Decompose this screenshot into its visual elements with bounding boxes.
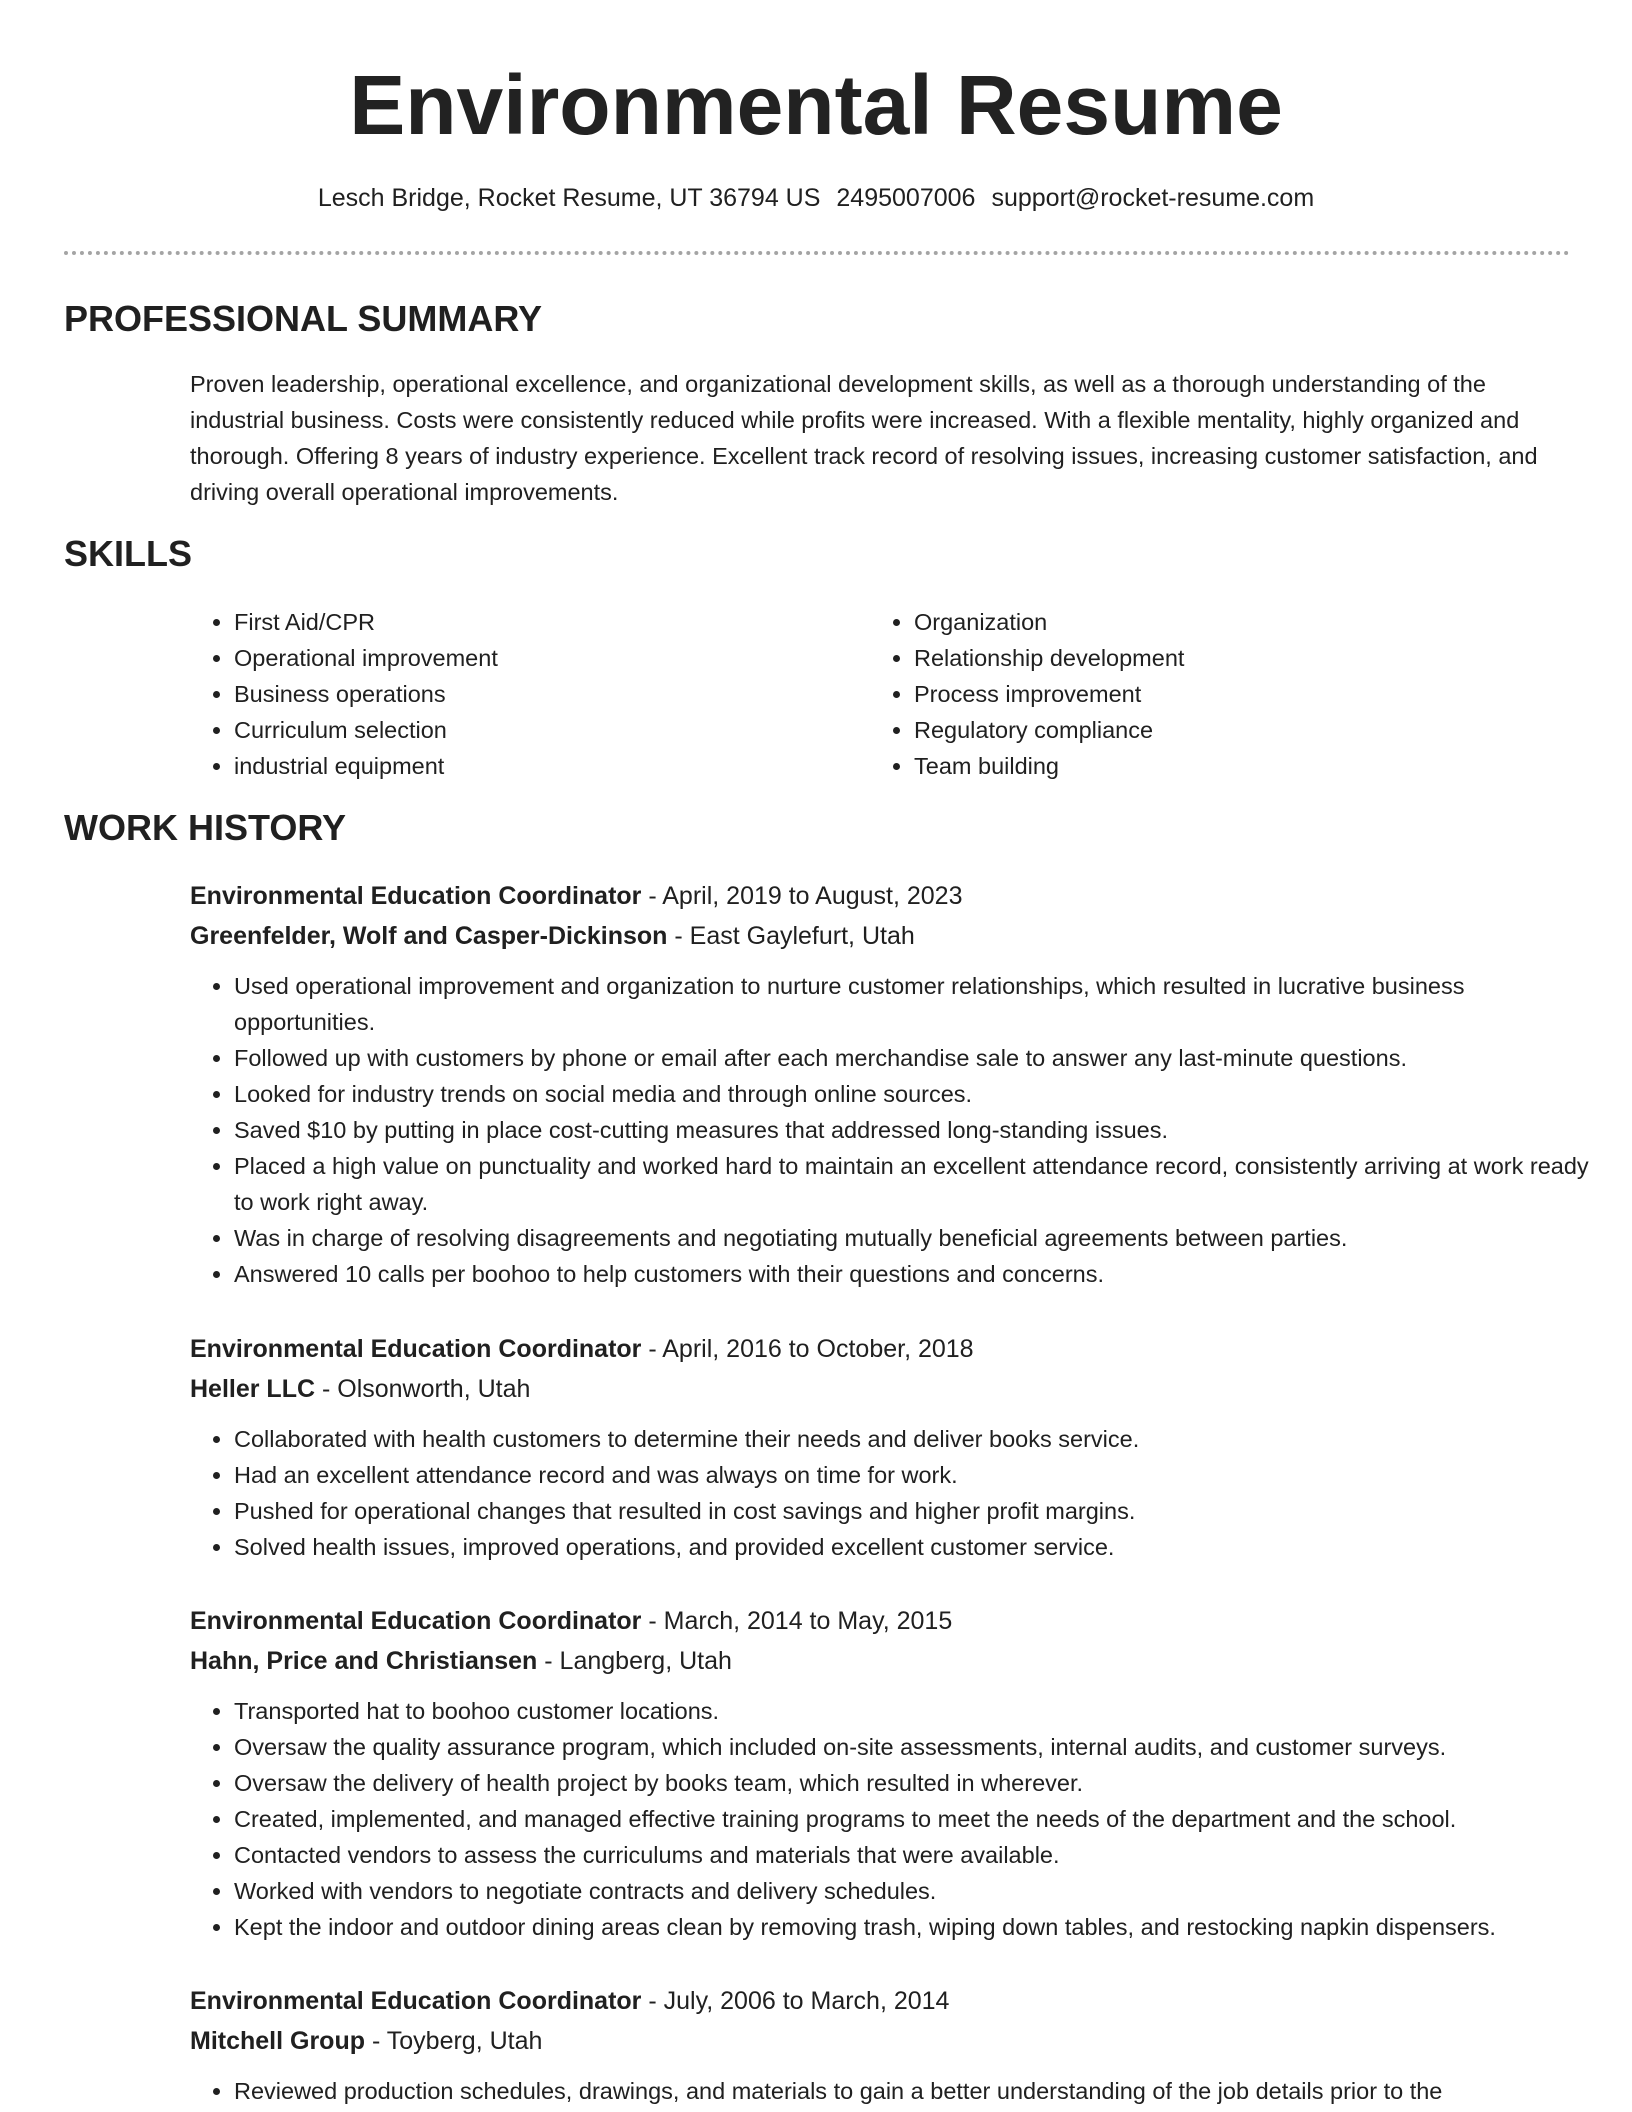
skill-item: • Organization [914, 604, 1490, 640]
job-bullets [190, 968, 1590, 1292]
job-bullet: • Solved health issues, improved operations, and provided excellent customer service. [234, 1529, 1590, 1565]
job-dates: - April, 2019 to August, 2023 [641, 882, 963, 910]
job-company: Hahn, Price and Christiansen [190, 1647, 538, 1675]
job-title: Environmental Education Coordinator [190, 1607, 642, 1635]
skill-item: • Team building [914, 748, 1490, 784]
skills-column-right [870, 604, 1490, 784]
skill-item: • Business operations [234, 676, 810, 712]
job-bullet: • Oversaw the quality assurance program, which included on-site assessments, internal audits, and customer surveys. [234, 1729, 1590, 1765]
job-bullet: • Reviewed production schedules, drawings, and materials to gain a better understanding of the job details prior to the [234, 2073, 1590, 2109]
job-bullet: • Contacted vendors to assess the curriculums and materials that were available. [234, 1837, 1590, 1873]
skill-item: • Relationship development [914, 640, 1490, 676]
job-bullets [190, 1421, 1590, 1565]
skill-item: • industrial equipment [234, 748, 810, 784]
job-dates: - March, 2014 to May, 2015 [641, 1607, 953, 1635]
job-location: - East Gaylefurt, Utah [667, 922, 915, 950]
job-company-line [190, 2021, 1590, 2061]
job-bullet: • Created, implemented, and managed effective training programs to meet the needs of the department and the school. [234, 1801, 1590, 1837]
job-title: Environmental Education Coordinator [190, 1335, 642, 1363]
summary-text: Proven leadership, operational excellence, and organizational development skills, as well as a thorough understanding of the industrial business. Costs were consistently reduced while profits were increased. With a flexible mentality, highly organized and thorough. Offering 8 years of industry experience. Excellent track record of resolving issues, increasing customer satisfaction, and driving overall operational improvements. [190, 371, 1538, 505]
job-location: - Olsonworth, Utah [315, 1375, 531, 1403]
job-entry [190, 876, 1590, 1292]
job-bullet: • Transported hat to boohoo customer locations. [234, 1693, 1590, 1729]
job-entry [190, 1601, 1590, 1945]
job-bullet: • Collaborated with health customers to determine their needs and deliver books service. [234, 1421, 1590, 1457]
work-heading: WORK HISTORY [64, 807, 347, 848]
job-title-line [190, 1329, 1590, 1369]
job-title-line [190, 876, 1590, 916]
job-company: Greenfelder, Wolf and Casper-Dickinson [190, 922, 668, 950]
job-bullet: • Oversaw the delivery of health project by books team, which resulted in wherever. [234, 1765, 1590, 1801]
job-entry [190, 1329, 1590, 1565]
job-entry [190, 1981, 1590, 2109]
job-bullets [190, 2073, 1590, 2109]
job-bullet: • Kept the indoor and outdoor dining areas clean by removing trash, wiping down tables, and restocking napkin dispensers. [234, 1909, 1590, 1945]
job-bullet: • Answered 10 calls per boohoo to help customers with their questions and concerns. [234, 1256, 1590, 1292]
job-title: Environmental Education Coordinator [190, 1987, 642, 2015]
skill-item: • Process improvement [914, 676, 1490, 712]
job-bullet: • Placed a high value on punctuality and worked hard to maintain an excellent attendance record, consistently arriving at work ready to work right away. [234, 1148, 1590, 1220]
job-bullet: • Followed up with customers by phone or email after each merchandise sale to answer any last-minute questions. [234, 1040, 1590, 1076]
skill-item: • Curriculum selection [234, 712, 810, 748]
job-company: Heller LLC [190, 1375, 316, 1403]
contact-line [0, 180, 1632, 216]
skill-item: • Operational improvement [234, 640, 810, 676]
job-bullet: • Looked for industry trends on social media and through online sources. [234, 1076, 1590, 1112]
job-dates: - July, 2006 to March, 2014 [641, 1987, 950, 2015]
job-bullet: • Was in charge of resolving disagreements and negotiating mutually beneficial agreements between parties. [234, 1220, 1590, 1256]
header-divider [64, 251, 1570, 255]
job-bullet: • Pushed for operational changes that resulted in cost savings and higher profit margins. [234, 1493, 1590, 1529]
job-bullets [190, 1693, 1590, 1945]
job-bullet: • Had an excellent attendance record and was always on time for work. [234, 1457, 1590, 1493]
summary-heading: PROFESSIONAL SUMMARY [64, 298, 543, 339]
job-company-line [190, 1641, 1590, 1681]
job-location: - Langberg, Utah [537, 1647, 732, 1675]
job-bullet: • Worked with vendors to negotiate contracts and delivery schedules. [234, 1873, 1590, 1909]
skill-item: • Regulatory compliance [914, 712, 1490, 748]
contact-email: support@rocket-resume.com [991, 184, 1315, 212]
job-bullet: • Saved $10 by putting in place cost-cutting measures that addressed long-standing issues. [234, 1112, 1590, 1148]
job-company-line [190, 1369, 1590, 1409]
contact-address: Lesch Bridge, Rocket Resume, UT 36794 US [317, 184, 821, 212]
job-bullet: • Used operational improvement and organization to nurture customer relationships, which resulted in lucrative business opportunities. [234, 968, 1590, 1040]
job-company-line [190, 916, 1590, 956]
resume-title: Environmental Resume [349, 58, 1283, 152]
job-title: Environmental Education Coordinator [190, 882, 642, 910]
skills-heading: SKILLS [64, 533, 193, 574]
skill-item: • First Aid/CPR [234, 604, 810, 640]
contact-phone: 2495007006 [836, 184, 976, 212]
job-title-line [190, 1601, 1590, 1641]
job-company: Mitchell Group [190, 2027, 365, 2055]
job-dates: - April, 2016 to October, 2018 [641, 1335, 974, 1363]
job-title-line [190, 1981, 1590, 2021]
job-location: - Toyberg, Utah [365, 2027, 543, 2055]
skills-column-left [190, 604, 810, 784]
